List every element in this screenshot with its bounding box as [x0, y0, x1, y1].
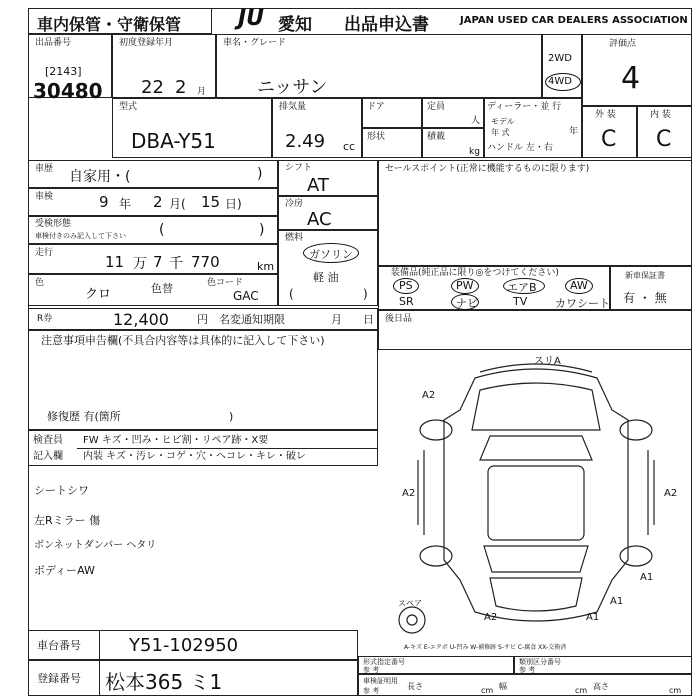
aircon-label: 冷房 [285, 199, 304, 209]
inspection-month: 2 [153, 193, 163, 211]
rear-seat-box [378, 310, 692, 350]
warranty-box [610, 266, 692, 310]
spare-tire-hub [407, 615, 417, 625]
registration-box [28, 660, 358, 696]
registration-divider [99, 661, 100, 696]
exterior-value: C [601, 127, 617, 152]
shift-box [278, 160, 378, 196]
mileage-box [28, 244, 278, 274]
inspector-label-2: 記入欄 [33, 451, 63, 462]
registration-value: 松本365 ミ1 [105, 670, 223, 694]
first-reg-month: 2 [175, 77, 187, 98]
equip-navi: ナビ [456, 297, 478, 310]
notes-label: 注意事項申告欄(不具合内容等は具体的に記入して下さい) [41, 334, 325, 347]
wheel-rear-right [620, 546, 652, 566]
acceptance-label: 受検形態 [35, 219, 72, 229]
note-line-4: ボディーAW [34, 564, 95, 577]
score-value: 4 [621, 61, 641, 96]
car-hood [472, 383, 600, 430]
form-title-en: JAPAN USED CAR DEALERS ASSOCIATION [460, 15, 688, 26]
wheel-front-left [420, 420, 452, 440]
category-text: 車内保管・守衛保管 [37, 15, 182, 34]
doors-label: ドア [367, 102, 385, 112]
cert-length: 長さ [407, 682, 423, 691]
note-line-1: シートシワ [34, 484, 89, 497]
interior-label: 内 装 [650, 110, 671, 120]
form-title: 出品申込書 [344, 15, 429, 35]
displacement-value: 2.49 [285, 131, 326, 152]
mark-a2-right: A2 [664, 488, 678, 499]
cert-width: 幅 [499, 682, 507, 691]
chassis-label: 車台番号 [37, 639, 81, 652]
color-box [28, 274, 278, 306]
inspection-day-unit: 日) [225, 197, 242, 211]
fuel-box [278, 230, 378, 306]
acceptance-close: ) [259, 222, 265, 238]
side-left-line [418, 450, 424, 535]
acceptance-open: ( [159, 222, 165, 238]
load-box [422, 128, 484, 158]
mileage-label: 走行 [35, 248, 54, 258]
dealer-handle: ハンドル 左・右 [487, 143, 553, 153]
recycle-unit: 円 [197, 313, 208, 326]
mark-a1-right: A1 [640, 572, 654, 583]
lot-small: [2143] [45, 65, 82, 78]
mark-a2-top-left: A2 [422, 390, 436, 401]
shift-value: AT [307, 175, 329, 196]
mark-a2-left: A2 [402, 488, 416, 499]
displacement-label: 排気量 [279, 102, 307, 112]
class-number-sub: 参 考 [519, 666, 536, 674]
mileage-v1: 11 [105, 253, 125, 271]
inspector-row-2: 内装 キズ・汚レ・コゲ・穴・ヘコレ・キレ・破レ [83, 451, 306, 462]
cert-height-unit: cm [669, 686, 682, 695]
model-value: DBA-Y51 [131, 129, 216, 153]
acceptance-box [28, 216, 278, 244]
displacement-box [272, 98, 362, 158]
cert-label: 車検証明用 [363, 677, 398, 685]
aircon-box [278, 196, 378, 230]
history-box [28, 160, 278, 188]
shape-box [362, 128, 422, 158]
exterior-label: 外 装 [595, 110, 616, 120]
car-body-outline [444, 369, 628, 621]
warranty-label: 新車保証書 [625, 271, 665, 280]
car-name-box [216, 34, 542, 98]
model-designation-label: 形式指定番号 [363, 658, 405, 666]
inspection-year: 9 [99, 193, 109, 211]
wheel-rear-left [420, 546, 452, 566]
mileage-v3: 770 [191, 253, 220, 271]
equip-seat: カワシート [555, 297, 610, 310]
first-reg-year: 22 [141, 77, 164, 98]
inspection-box [28, 188, 278, 216]
model-designation-box [358, 656, 514, 674]
model-designation-sub: 参 考 [363, 666, 380, 674]
side-right-line [648, 450, 654, 535]
equip-ps: PS [399, 279, 413, 292]
wheel-front-right [620, 420, 652, 440]
notes-box [28, 330, 378, 430]
color-code: GAC [233, 289, 259, 303]
brand-region: 愛知 [278, 15, 312, 35]
notes-repair: 修復歴 有(箇所 [47, 410, 121, 423]
capacity-unit: 人 [471, 116, 481, 126]
drive-4wd: 4WD [548, 76, 572, 87]
model-box [112, 98, 272, 158]
lot-number: 30480 [33, 79, 103, 103]
load-unit: kg [469, 147, 480, 157]
inspection-day: 15 [201, 193, 221, 211]
cert-length-unit: cm [481, 686, 494, 695]
history-label: 車歴 [35, 164, 54, 174]
history-value: 自家用・( [69, 169, 131, 185]
dealer-model-label: モデル [491, 117, 515, 126]
mark-a1-rear: A1 [586, 612, 600, 623]
mileage-u1: 万 [133, 256, 147, 272]
inspection-year-unit: 年 [119, 197, 132, 211]
car-windshield [480, 436, 592, 460]
class-number-box [514, 656, 692, 674]
sales-point-box [378, 160, 692, 266]
warranty-value: 有 ・ 無 [623, 291, 667, 305]
category-box [28, 8, 212, 34]
inspector-divider [77, 448, 378, 449]
rear-seat-label: 後日品 [385, 314, 413, 324]
car-name-label: 車名・グレード [223, 38, 287, 48]
note-line-3: ボンネットダンパー ヘタリ [34, 540, 157, 551]
recycle-label: R券 [37, 314, 53, 324]
inspection-month-unit: 月( [169, 197, 186, 211]
brand-logo: JU [238, 6, 265, 31]
mileage-unit: km [257, 260, 275, 273]
car-name-value: ニッサン [257, 77, 328, 98]
equipment-box [378, 266, 610, 310]
recycle-change-label: 名変通知期限 [219, 313, 285, 326]
dealer-label: ディーラー・並 行 [487, 102, 562, 112]
diagram-legend: A-キズ E-エクボ U-凹み W-補修跡 S-サビ C-腐食 XX-交換済 [404, 644, 567, 651]
acceptance-sub: 車検付きのみ記入して下さい [35, 232, 126, 240]
shape-label: 形状 [367, 132, 386, 142]
car-roof [488, 466, 584, 540]
load-label: 積載 [427, 132, 446, 142]
equip-pw: PW [456, 279, 474, 292]
mileage-v2: 7 [153, 253, 163, 271]
registration-label: 登録番号 [37, 672, 81, 685]
score-box [582, 34, 692, 106]
fuel-gas: ガソリン [309, 248, 353, 261]
inspection-label: 車検 [35, 192, 54, 202]
score-label: 評価点 [609, 39, 637, 49]
sales-point-label: セールスポイント(正常に機能するものに限ります) [385, 164, 590, 174]
doors-box [362, 98, 422, 128]
equip-airb: エアB [507, 281, 537, 294]
fuel-label: 燃料 [285, 233, 304, 243]
cert-box [358, 674, 692, 696]
mark-a1-rear-right: A1 [610, 596, 624, 607]
notes-repair-close: ) [229, 410, 234, 423]
mileage-u2: 千 [169, 256, 183, 272]
chassis-value: Y51-102950 [129, 635, 239, 656]
equip-sr: SR [399, 295, 414, 308]
color-change-label: 色替 [151, 282, 173, 295]
car-trunk [490, 578, 582, 611]
exterior-box [582, 106, 637, 158]
inspector-row-1: FW キズ・凹み・ヒビ割・リペア跡・X要 [83, 435, 269, 446]
lot-box [28, 34, 112, 103]
recycle-box [28, 308, 378, 330]
dealer-year-label: 年 式 [491, 128, 510, 137]
note-line-2: 左Rミラー 傷 [34, 514, 101, 527]
class-number-label: 類別区分番号 [519, 658, 561, 666]
dealer-year-unit: 年 [569, 127, 579, 137]
equipment-label: 装備品(純正品に限り◎をつけてください) [391, 268, 559, 278]
lot-label: 出品番号 [35, 38, 72, 48]
inspector-label-1: 検査員 [33, 435, 63, 446]
recycle-day: 日 [363, 313, 374, 326]
fuel-diesel: 軽 油 [313, 271, 339, 284]
dealer-box [484, 98, 582, 158]
model-label: 型式 [119, 102, 138, 112]
first-reg-box [112, 34, 216, 98]
interior-value: C [656, 127, 672, 152]
capacity-label: 定員 [427, 102, 446, 112]
spare-tire-icon [399, 607, 425, 633]
aircon-value: AC [307, 209, 332, 230]
mark-top: スリA [534, 356, 561, 367]
cert-width-unit: cm [575, 686, 588, 695]
recycle-value: 12,400 [113, 310, 169, 329]
cert-sub: 参 考 [363, 687, 380, 695]
color-code-label: 色コード [207, 278, 244, 288]
equip-tv: TV [513, 295, 528, 308]
interior-box [637, 106, 692, 158]
fuel-close: ) [363, 287, 368, 301]
mark-a2-rear: A2 [484, 612, 498, 623]
car-rear-window [484, 546, 588, 572]
capacity-box [422, 98, 484, 128]
chassis-box [28, 630, 358, 660]
chassis-divider [99, 631, 100, 660]
color-value: クロ [85, 287, 112, 302]
equip-aw: AW [570, 279, 588, 292]
cert-height: 高さ [593, 682, 609, 691]
drive-box [542, 34, 582, 98]
recycle-month: 月 [331, 313, 342, 326]
drive-2wd: 2WD [548, 53, 572, 64]
first-reg-month-unit: 月 [197, 87, 207, 97]
color-label: 色 [35, 278, 45, 288]
spare-label: スペア [398, 599, 422, 608]
history-close: ) [257, 166, 263, 182]
shift-label: シフト [285, 163, 313, 173]
inspector-box [28, 430, 378, 466]
displacement-unit: cc [343, 140, 356, 153]
fuel-open: ( [289, 287, 294, 301]
first-reg-label: 初度登録年月 [119, 38, 174, 48]
